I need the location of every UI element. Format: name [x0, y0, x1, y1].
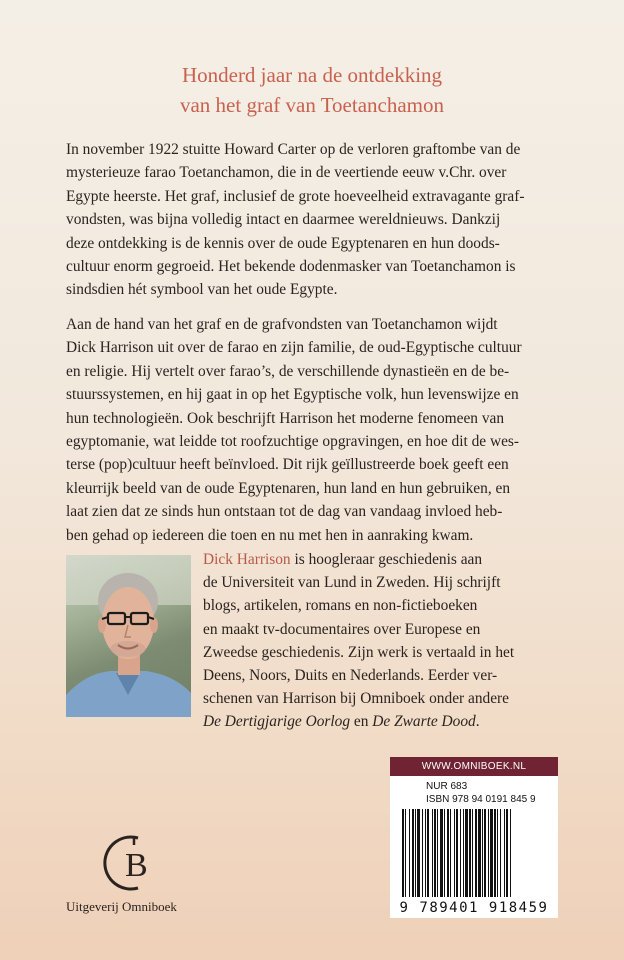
- blurb-paragraph-2: [66, 313, 586, 547]
- barcode-bars: [402, 809, 546, 901]
- headline-line-2: van het graf van Toetanchamon: [179, 93, 445, 117]
- text-line: Aan de hand van het graf en de grafvondsten van Toetanchamon wijdt: [66, 316, 498, 333]
- book-title-1: De Dertigjarige Oorlog: [203, 713, 351, 731]
- text-line: hun technologieën. Ook beschrijft Harrison het moderne fenomeen van: [66, 409, 505, 427]
- bio-line-1: [203, 548, 603, 571]
- author-photo: [66, 555, 191, 717]
- author-name: Dick Harrison: [203, 551, 291, 568]
- text-line: Dick Harrison uit over de farao en zijn familie, de oud-Egyptische cultuur: [66, 339, 522, 357]
- text-line: stuurssystemen, en hij gaat in op het Egyptische volk, hun levenswijze en: [66, 386, 519, 404]
- author-bio: [203, 548, 603, 734]
- text-line: Egypte heerste. Het graf, inclusief de grote hoeveelheid extravagante graf-: [66, 187, 525, 205]
- blurb-paragraph-1: [66, 138, 586, 302]
- text-line: ben gehad op iedereen die toen en nu met hen in aanraking kwam.: [66, 526, 474, 544]
- nur-code: NUR 683: [426, 781, 468, 792]
- text-line: en religie. Hij vertelt over farao’s, de verschillende dynastieën en de be-: [66, 362, 510, 380]
- text-line: schenen van Harrison bij Omniboek onder andere: [203, 690, 510, 708]
- headline-line-1: Honderd jaar na de ontdekking: [181, 63, 443, 87]
- text-line: terse (pop)cultuur heeft beïnvloed. Dit rijk geïllustreerde boek geeft een: [66, 456, 509, 474]
- text-line: vondsten, was bijna volledig intact en daarmee wereldnieuws. Dankzij: [66, 211, 501, 229]
- text-line: sindsdien hét symbool van het oude Egypte.: [66, 281, 338, 299]
- isbn-code: ISBN 978 94 0191 845 9: [426, 794, 536, 805]
- text-line: blogs, artikelen, romans en non-fictieboeken: [203, 597, 478, 615]
- text-line: mysterieuze farao Toetanchamon, die in de veertiende eeuw v.Chr. over: [66, 164, 507, 182]
- text-line: en maakt tv-documentaires over Europese en: [203, 620, 481, 638]
- text-line: Zweedse geschiedenis. Zijn werk is vertaald in het: [203, 643, 515, 661]
- bio-last-line: [203, 710, 603, 733]
- book-title-2: De Zwarte Dood: [372, 713, 476, 731]
- website-banner: WWW.OMNIBOEK.NL: [390, 757, 558, 776]
- text-line: Deens, Noors, Duits en Nederlands. Eerder ver-: [203, 667, 498, 685]
- publisher-name: Uitgeverij Omniboek: [66, 899, 177, 914]
- barcode-block: [390, 776, 558, 918]
- title-connector: en: [350, 713, 373, 731]
- text-line: deze ontdekking is de kennis over de oude Egyptenaren en hun doods-: [66, 234, 500, 252]
- omniboek-cb-logo-icon: [92, 832, 172, 894]
- svg-text:B: B: [125, 847, 148, 884]
- text-line: egyptomanie, wat leidde tot roofzuchtige opgravingen, en hoe dit de wes-: [66, 433, 520, 451]
- text-line: In november 1922 stuitte Howard Carter op de verloren graftombe van de: [66, 141, 521, 158]
- author-portrait-illustration: [66, 555, 191, 717]
- barcode-digits: 9 789401 918459: [399, 900, 549, 916]
- text-line: laat zien dat ze sinds hun ontstaan tot de dag van vandaag invloed heb-: [66, 503, 503, 521]
- back-cover-headline: [0, 60, 624, 120]
- text-line: de Universiteit van Lund in Zweden. Hij schrijft: [203, 574, 501, 592]
- bio-period: .: [475, 713, 480, 731]
- text-line: kleurrijk beeld van de oude Egyptenaren, hun land en hun gebruiken, en: [66, 479, 511, 497]
- bio-line-1-rest: is hoogleraar geschiedenis aan: [290, 551, 483, 568]
- text-line: cultuur enorm gegroeid. Het bekende dodenmasker van Toetanchamon is: [66, 258, 516, 276]
